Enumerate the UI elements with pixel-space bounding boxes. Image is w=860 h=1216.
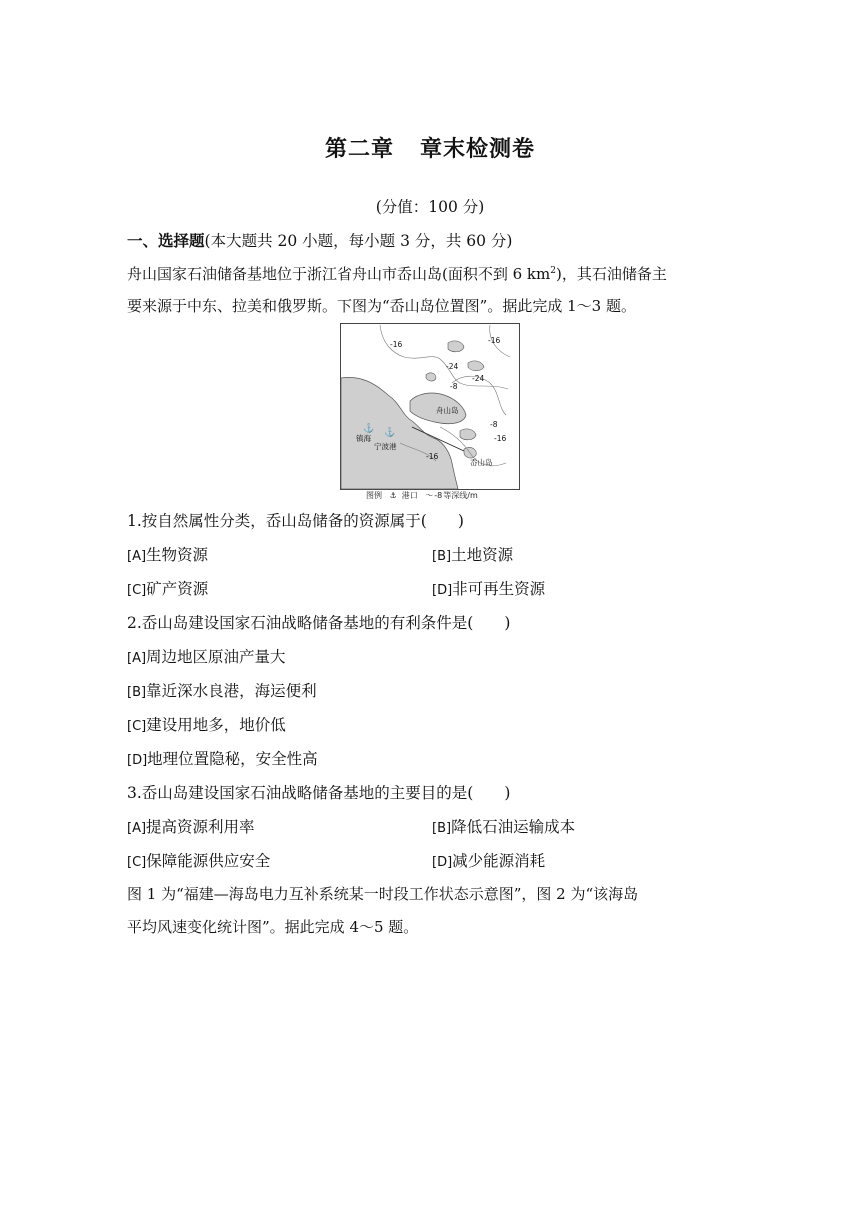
option-text: 地理位置隐秘，安全性高 <box>147 750 318 768</box>
q3-option-d[interactable] <box>432 849 545 871</box>
option-letter: [D] <box>432 855 453 870</box>
option-letter: [A] <box>127 549 147 564</box>
map-depth-label: -8 <box>490 420 498 429</box>
legend-port: 港口 <box>401 491 418 500</box>
q1-option-c[interactable] <box>127 577 208 599</box>
map-label-ningbo: 宁波港 <box>374 442 397 451</box>
option-text: 建设用地多，地价低 <box>146 716 286 734</box>
map-depth-label: -8 <box>450 382 458 391</box>
section-heading <box>127 229 512 251</box>
option-text: 保障能源供应安全 <box>146 852 271 870</box>
aoshan-location-map <box>340 323 520 499</box>
section-desc: (本大题共 20 小题，每小题 3 分，共 60 分) <box>204 232 513 250</box>
option-text: 降低石油运输成本 <box>451 818 576 836</box>
map-label-aoshan: 岙山岛 <box>470 458 493 467</box>
q1-option-b[interactable] <box>432 543 513 565</box>
legend-contour: 等深线/m <box>443 491 478 500</box>
anchor-icon: ⚓ <box>384 428 396 438</box>
q3-option-c[interactable] <box>127 849 270 871</box>
option-letter: [C] <box>127 719 147 734</box>
legend-contour-value: -8 <box>434 491 443 500</box>
map-depth-label: -16 <box>426 452 439 461</box>
q3-option-b[interactable] <box>432 815 575 837</box>
intro1-superscript: 2 <box>550 266 556 276</box>
option-text: 提高资源利用率 <box>146 818 255 836</box>
title-chapter: 第二章 <box>324 137 394 162</box>
map-label-zhenhai: 镇海 <box>356 434 371 443</box>
option-letter: [A] <box>127 821 147 836</box>
page-title <box>0 132 860 163</box>
title-name: 章末检测卷 <box>420 137 536 162</box>
option-text: 生物资源 <box>146 546 209 564</box>
q2-option-d[interactable] <box>127 747 318 769</box>
option-text: 矿产资源 <box>146 580 209 598</box>
q1-option-a[interactable] <box>127 543 208 565</box>
q2-option-b[interactable] <box>127 679 317 701</box>
option-letter: [B] <box>432 821 452 836</box>
score-note: (分值：100 分) <box>375 198 485 216</box>
map-depth-label: -24 <box>472 374 485 383</box>
map-depth-label: -16 <box>390 340 403 349</box>
contour-line-icon: ～ <box>425 491 434 500</box>
intro2-line2: 平均风速变化统计图”。据此完成 4～5 题。 <box>127 918 419 936</box>
option-letter: [A] <box>127 651 147 666</box>
map-depth-label: -16 <box>494 434 507 443</box>
anchor-icon: ⚓ <box>389 491 397 500</box>
q3-option-a[interactable] <box>127 815 255 837</box>
intro1-line2: 要来源于中东、拉美和俄罗斯。下图为“岙山岛位置图”。据此完成 1～3 题。 <box>127 297 636 315</box>
intro1-line1 <box>127 263 667 284</box>
option-letter: [D] <box>127 753 148 768</box>
intro1-line1-text: 舟山国家石油储备基地位于浙江省舟山市岙山岛(面积不到 6 km <box>127 265 551 283</box>
q2-option-c[interactable] <box>127 713 286 735</box>
legend-title: 图例 <box>366 491 382 500</box>
question-1-stem: 1.按自然属性分类，岙山岛储备的资源属于( ) <box>127 512 464 530</box>
q2-option-a[interactable] <box>127 645 286 667</box>
option-letter: [D] <box>432 583 453 598</box>
intro2-line1: 图 1 为“福建—海岛电力互补系统某一时段工作状态示意图”，图 2 为“该海岛 <box>127 885 639 903</box>
map-depth-label: -24 <box>446 362 459 371</box>
question-2-stem: 2.岙山岛建设国家石油战略储备基地的有利条件是( ) <box>127 614 511 632</box>
map-figure <box>340 323 520 491</box>
option-text: 土地资源 <box>451 546 514 564</box>
option-letter: [C] <box>127 855 147 870</box>
map-label-zhoushan: 舟山岛 <box>436 406 459 415</box>
question-3-stem: 3.岙山岛建设国家石油战略储备基地的主要目的是( ) <box>127 784 511 802</box>
option-letter: [B] <box>432 549 452 564</box>
section-label: 一、选择题 <box>127 232 205 250</box>
option-text: 减少能源消耗 <box>452 852 546 870</box>
anchor-icon: ⚓ <box>363 424 375 434</box>
option-text: 靠近深水良港，海运便利 <box>146 682 317 700</box>
option-letter: [C] <box>127 583 147 598</box>
q1-option-d[interactable] <box>432 577 545 599</box>
option-text: 非可再生资源 <box>452 580 546 598</box>
option-letter: [B] <box>127 685 147 700</box>
intro1-line1-tail: )，其石油储备主 <box>555 265 667 283</box>
option-text: 周边地区原油产量大 <box>146 648 286 666</box>
map-depth-label: -16 <box>488 336 501 345</box>
map-legend <box>366 490 483 501</box>
